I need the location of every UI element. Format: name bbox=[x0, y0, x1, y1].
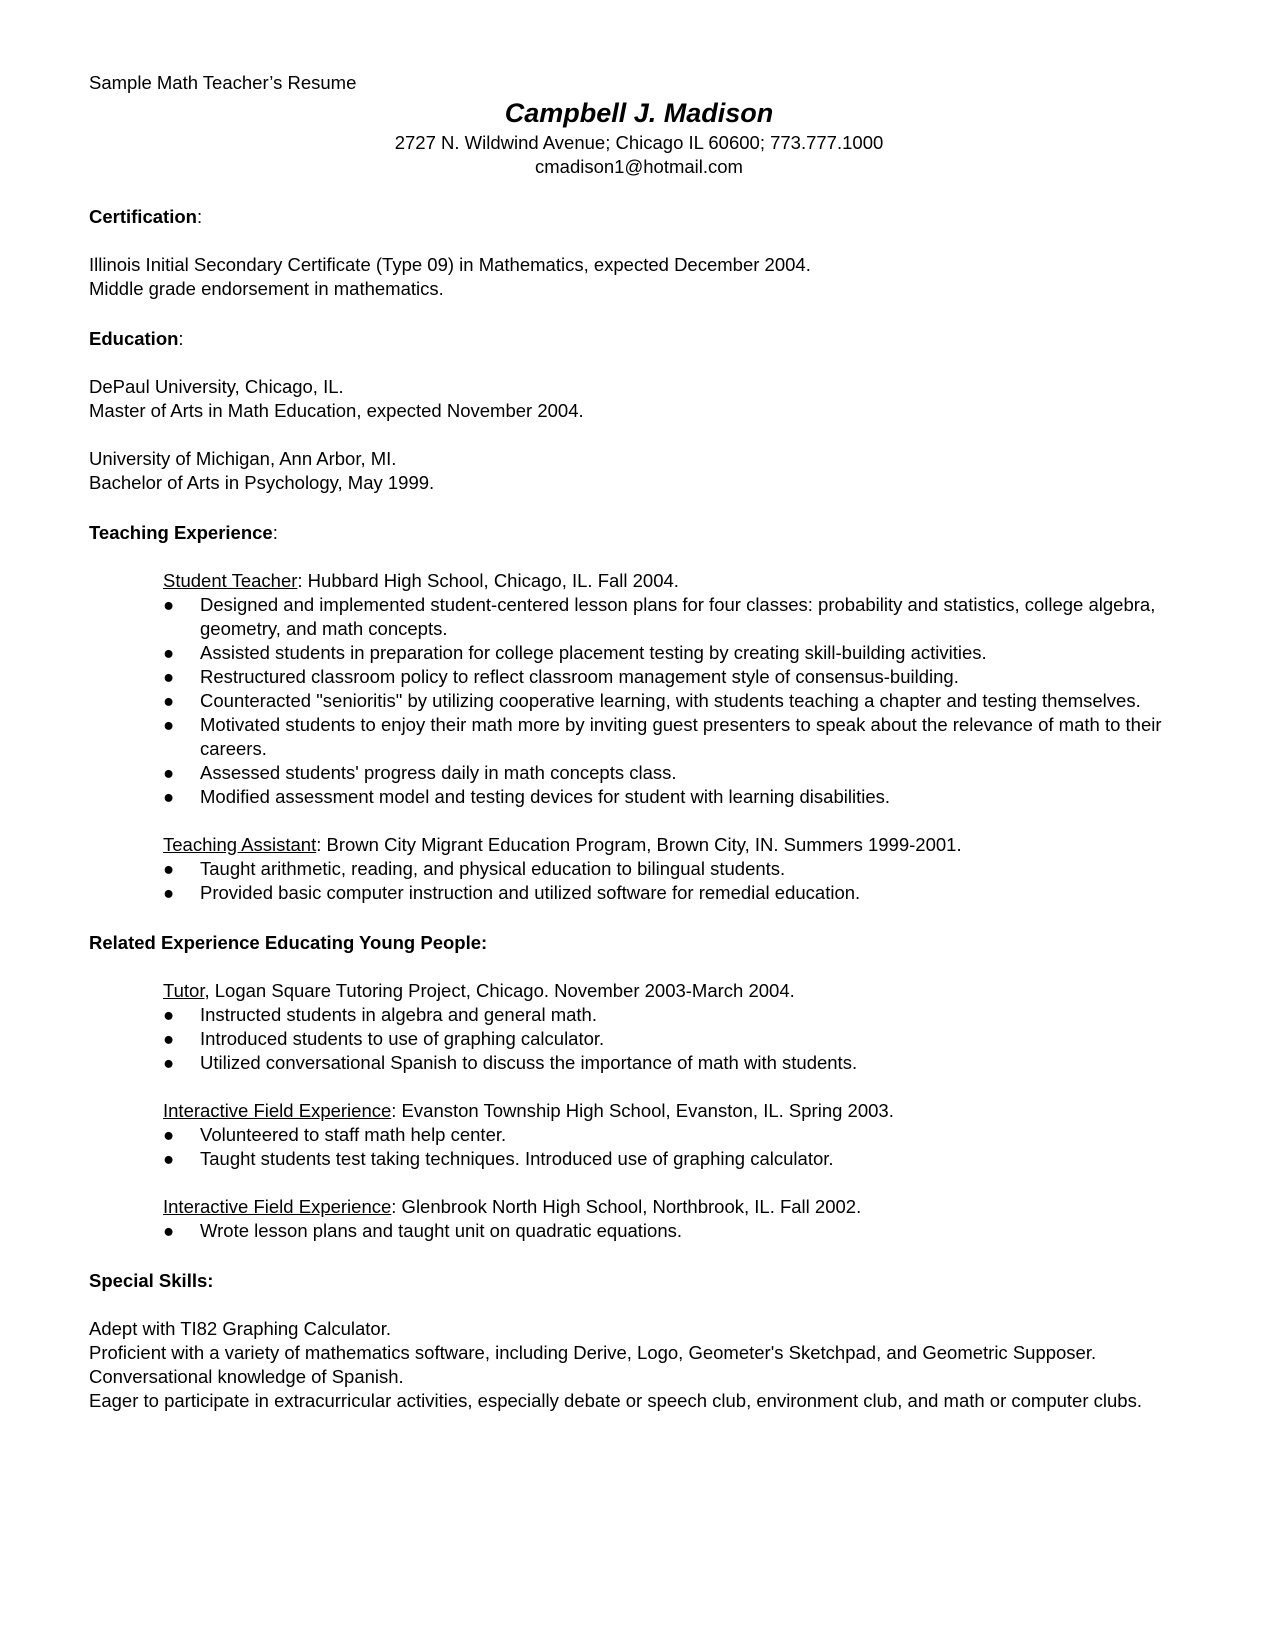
experience-entry bbox=[163, 1099, 1189, 1171]
bullet-icon: ● bbox=[163, 642, 175, 663]
resume-header bbox=[89, 95, 1189, 179]
experience-entry bbox=[163, 833, 1189, 905]
contact-address: 2727 N. Wildwind Avenue; Chicago IL 60600; 773.777.1000 bbox=[394, 132, 884, 153]
skill-line: Proficient with a variety of mathematics software, including Derive, Logo, Geometer's Sketchpad, and Geometric Supposer. bbox=[89, 1342, 1097, 1363]
bullet-icon: ● bbox=[163, 882, 175, 903]
bullet-list bbox=[163, 1219, 1189, 1243]
teaching-jobs bbox=[89, 569, 1189, 905]
document-label: Sample Math Teacher’s Resume bbox=[89, 72, 357, 93]
related-jobs bbox=[89, 979, 1189, 1243]
bullet-text: Counteracted "senioritis" by utilizing cooperative learning, with students teaching a chapter and testing themselves. bbox=[200, 690, 1141, 711]
bullet-list bbox=[163, 593, 1189, 809]
experience-detail: Brown City Migrant Education Program, Brown City, IN. Summers 1999-2001. bbox=[321, 834, 962, 855]
bullet-text: Provided basic computer instruction and utilized software for remedial education. bbox=[200, 882, 861, 903]
bullet-icon: ● bbox=[163, 786, 175, 807]
teaching-experience-section bbox=[89, 521, 1189, 905]
bullet-list bbox=[163, 1123, 1189, 1171]
bullet-icon: ● bbox=[163, 1124, 175, 1145]
experience-role: Teaching Assistant bbox=[163, 834, 317, 855]
experience-role: Interactive Field Experience bbox=[163, 1100, 392, 1121]
experience-separator: : bbox=[391, 1100, 397, 1121]
education-degree: Bachelor of Arts in Psychology, May 1999. bbox=[89, 472, 435, 493]
bullet-item bbox=[163, 689, 1189, 713]
certification-list bbox=[89, 253, 1189, 301]
bullet-icon: ● bbox=[163, 690, 175, 711]
education-entry bbox=[89, 375, 1189, 423]
education-section bbox=[89, 327, 1189, 495]
bullet-text: Taught arithmetic, reading, and physical education to bilingual students. bbox=[200, 858, 786, 879]
experience-detail: Hubbard High School, Chicago, IL. Fall 2004. bbox=[302, 570, 679, 591]
education-school: University of Michigan, Ann Arbor, MI. bbox=[89, 448, 397, 469]
bullet-item bbox=[163, 665, 1189, 689]
bullet-item bbox=[163, 881, 1189, 905]
bullet-text: Modified assessment model and testing devices for student with learning disabilities. bbox=[200, 786, 891, 807]
bullet-icon: ● bbox=[163, 858, 175, 879]
bullet-icon: ● bbox=[163, 1220, 175, 1241]
special-skills-section bbox=[89, 1269, 1189, 1413]
bullet-icon: ● bbox=[163, 1148, 175, 1169]
section-heading: Related Experience Educating Young People: bbox=[89, 932, 488, 953]
related-experience-section bbox=[89, 931, 1189, 1243]
bullet-text: Restructured classroom policy to reflect classroom management style of consensus-building. bbox=[200, 666, 959, 687]
section-heading: Education: bbox=[89, 328, 184, 349]
bullet-list bbox=[163, 857, 1189, 905]
experience-title bbox=[163, 1195, 1189, 1219]
education-entry bbox=[89, 447, 1189, 495]
bullet-icon: ● bbox=[163, 714, 175, 735]
experience-title bbox=[163, 1099, 1189, 1123]
bullet-icon: ● bbox=[163, 594, 175, 615]
experience-detail: Evanston Township High School, Evanston, IL. Spring 2003. bbox=[396, 1100, 894, 1121]
section-heading: Certification: bbox=[89, 206, 203, 227]
experience-separator: : bbox=[297, 570, 303, 591]
section-heading: Teaching Experience: bbox=[89, 522, 278, 543]
experience-title bbox=[163, 979, 1189, 1003]
bullet-item bbox=[163, 641, 1189, 665]
certification-line: Illinois Initial Secondary Certificate (Type 09) in Mathematics, expected December 2004. bbox=[89, 254, 811, 275]
skill-line: Eager to participate in extracurricular activities, especially debate or speech club, environment club, and math or computer clubs. bbox=[89, 1390, 1142, 1411]
bullet-text: Taught students test taking techniques. Introduced use of graphing calculator. bbox=[200, 1148, 834, 1169]
certification-line: Middle grade endorsement in mathematics. bbox=[89, 278, 444, 299]
experience-title bbox=[163, 569, 1189, 593]
candidate-name: Campbell J. Madison bbox=[504, 98, 774, 128]
education-school: DePaul University, Chicago, IL. bbox=[89, 376, 344, 397]
bullet-icon: ● bbox=[163, 1028, 175, 1049]
certification-section bbox=[89, 205, 1189, 301]
bullet-text: Designed and implemented student-centered lesson plans for four classes: probability and statistics, college algebra, geometry, and math concepts. bbox=[200, 594, 1156, 639]
bullet-text: Instructed students in algebra and general math. bbox=[200, 1004, 597, 1025]
bullet-text: Assessed students' progress daily in math concepts class. bbox=[200, 762, 677, 783]
bullet-item bbox=[163, 1219, 1189, 1243]
bullet-text: Assisted students in preparation for college placement testing by creating skill-building activities. bbox=[200, 642, 987, 663]
bullet-item bbox=[163, 1147, 1189, 1171]
bullet-text: Volunteered to staff math help center. bbox=[200, 1124, 507, 1145]
bullet-item bbox=[163, 1051, 1189, 1075]
skill-line: Adept with TI82 Graphing Calculator. bbox=[89, 1318, 391, 1339]
bullet-list bbox=[163, 1003, 1189, 1075]
bullet-text: Wrote lesson plans and taught unit on quadratic equations. bbox=[200, 1220, 683, 1241]
bullet-icon: ● bbox=[163, 666, 175, 687]
experience-title bbox=[163, 833, 1189, 857]
bullet-icon: ● bbox=[163, 762, 175, 783]
contact-email[interactable]: cmadison1@hotmail.com bbox=[535, 156, 743, 177]
experience-separator: : bbox=[316, 834, 322, 855]
education-degree: Master of Arts in Math Education, expected November 2004. bbox=[89, 400, 584, 421]
experience-role: Interactive Field Experience bbox=[163, 1196, 392, 1217]
bullet-item bbox=[163, 761, 1189, 785]
experience-entry bbox=[163, 569, 1189, 809]
experience-separator: : bbox=[391, 1196, 397, 1217]
experience-separator: , bbox=[204, 980, 210, 1001]
experience-detail: Logan Square Tutoring Project, Chicago. November 2003-March 2004. bbox=[209, 980, 795, 1001]
experience-entry bbox=[163, 1195, 1189, 1243]
bullet-item bbox=[163, 1123, 1189, 1147]
bullet-item bbox=[163, 713, 1189, 761]
bullet-item bbox=[163, 785, 1189, 809]
bullet-item bbox=[163, 857, 1189, 881]
bullet-text: Utilized conversational Spanish to discuss the importance of math with students. bbox=[200, 1052, 858, 1073]
experience-role: Student Teacher bbox=[163, 570, 298, 591]
experience-detail: Glenbrook North High School, Northbrook, IL. Fall 2002. bbox=[396, 1196, 862, 1217]
skills-list bbox=[89, 1317, 1189, 1413]
bullet-text: Introduced students to use of graphing calculator. bbox=[200, 1028, 605, 1049]
resume-page bbox=[89, 71, 1189, 1413]
bullet-icon: ● bbox=[163, 1004, 175, 1025]
skill-line: Conversational knowledge of Spanish. bbox=[89, 1366, 404, 1387]
section-heading: Special Skills: bbox=[89, 1270, 214, 1291]
experience-entry bbox=[163, 979, 1189, 1075]
experience-role: Tutor bbox=[163, 980, 205, 1001]
bullet-item bbox=[163, 1027, 1189, 1051]
bullet-icon: ● bbox=[163, 1052, 175, 1073]
bullet-item bbox=[163, 1003, 1189, 1027]
bullet-text: Motivated students to enjoy their math more by inviting guest presenters to speak about the relevance of math to their careers. bbox=[200, 714, 1162, 759]
bullet-item bbox=[163, 593, 1189, 641]
